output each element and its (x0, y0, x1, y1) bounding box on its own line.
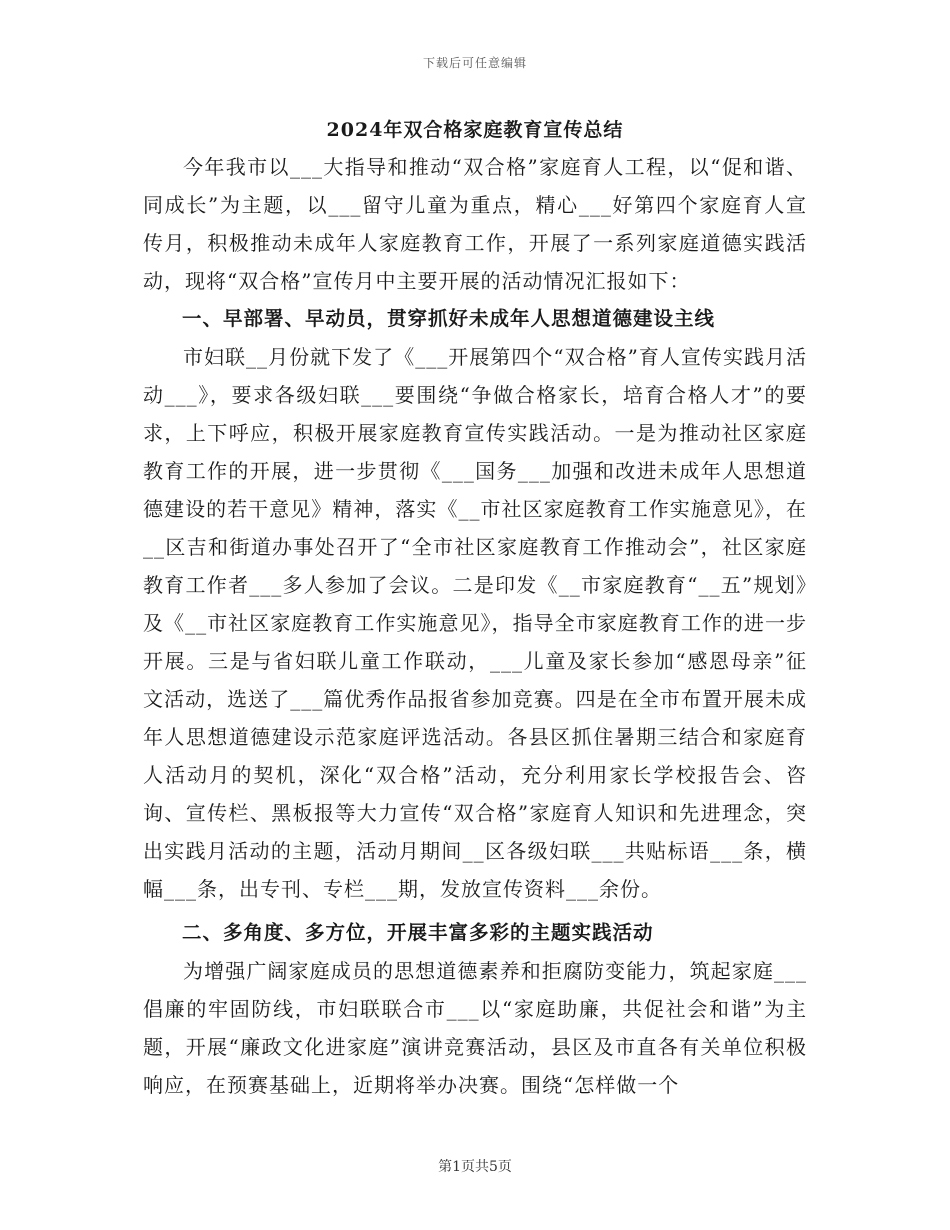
document-body (143, 112, 807, 1104)
section-2-paragraph: 为增强广阔家庭成员的思想道德素养和拒腐防变能力，筑起家庭___倡廉的牢固防线，市妇联联合市___以“家庭助廉，共促社会和谐”为主题，开展“廉政文化进家庭”演讲竞赛活动，县区及市直各有关单位积极响应，在预赛基础上，近期将举办决赛。围绕“怎样做一个 (143, 959, 807, 1097)
page-number: 第1页共5页 (438, 1159, 512, 1175)
intro-paragraph: 今年我市以___大指导和推动“双合格”家庭育人工程，以“促和谐、同成长”为主题，以___留守儿童为重点，精心___好第四个家庭育人宣传月，积极推动未成年人家庭教育工作，开展了一系列家庭道德实践活动，现将“双合格”宣传月中主要开展的活动情况汇报如下： (143, 155, 807, 293)
download-editable-note: 下载后可任意编辑 (422, 56, 527, 70)
document-title: 2024年双合格家庭教育宣传总结 (326, 119, 624, 141)
section-1-paragraph: 市妇联__月份就下发了《___开展第四个“双合格”育人宣传实践月活动___》，要求各级妇联___要围绕“争做合格家长，培育合格人才”的要求，上下呼应，积极开展家庭教育宣传实践活动。一是为推动社区家庭教育工作的开展，进一步贯彻《___国务___加强和改进未成年人思想道德建设的若干意见》精神，落实《__市社区家庭教育工作实施意见》，在__区吉和街道办事处召开了“全市社区家庭教育工作推动会”，社区家庭教育工作者___多人参加了会议。二是印发《__市家庭教育“__五”规划》及《__市社区家庭教育工作实施意见》，指导全市家庭教育工作的进一步开展。三是与省妇联儿童工作联动，___儿童及家长参加“感恩母亲”征文活动，选送了___篇优秀作品报省参加竞赛。四是在全市布置开展未成年人思想道德建设示范家庭评选活动。各县区抓住暑期三结合和家庭育人活动月的契机，深化“双合格”活动，充分利用家长学校报告会、咨询、宣传栏、黑板报等大力宣传“双合格”家庭育人知识和先进理念，突出实践月活动的主题，活动月期间__区各级妇联___共贴标语___条，横幅___条，出专刊、专栏___期，发放宣传资料___余份。 (143, 345, 807, 901)
section-2-heading: 二、多角度、多方位，开展丰富多彩的主题实践活动 (182, 921, 654, 944)
section-1-heading: 一、早部署、早动员，贯穿抓好未成年人思想道德建设主线 (182, 307, 716, 330)
